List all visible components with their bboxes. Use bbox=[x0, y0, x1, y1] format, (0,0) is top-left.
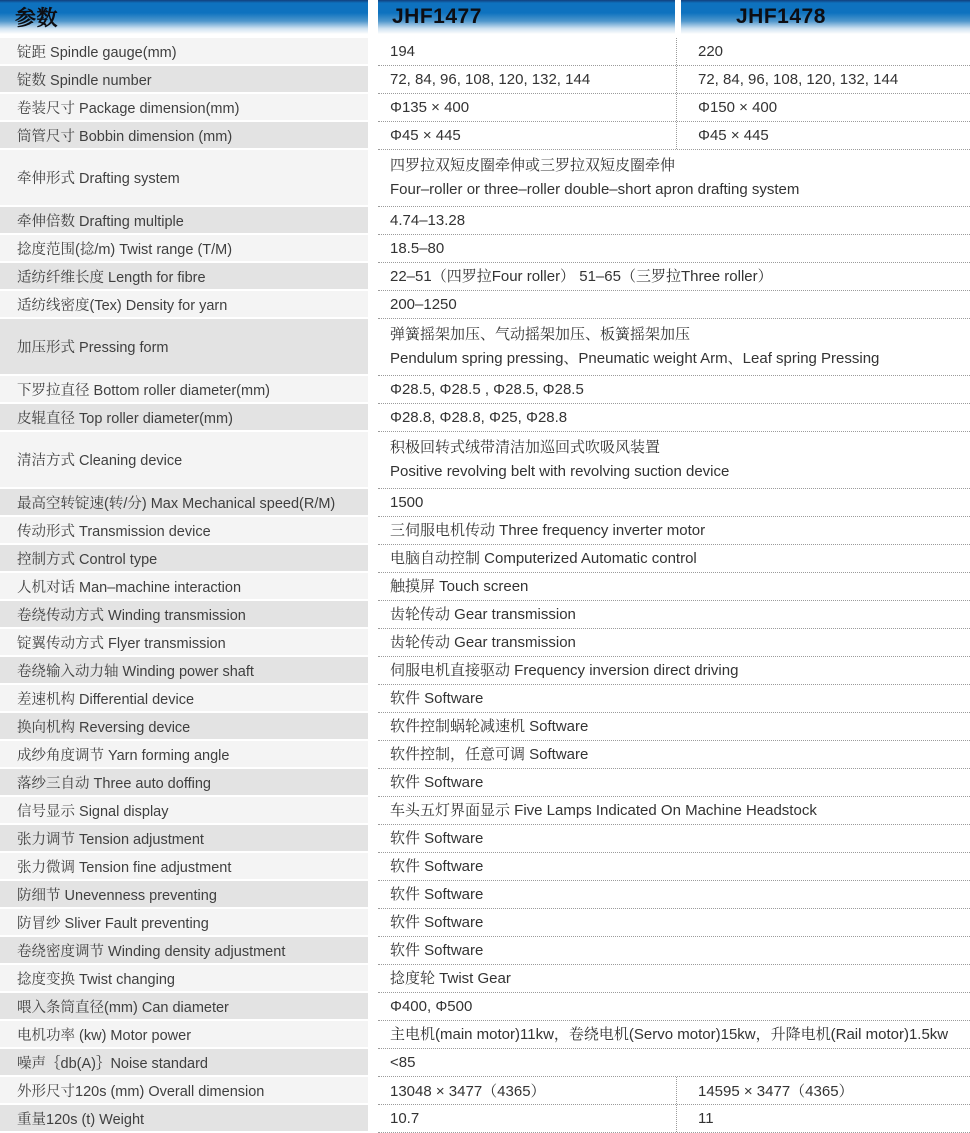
table-row bbox=[0, 881, 970, 909]
table-row bbox=[0, 629, 970, 657]
row-value-jhf1477: 10.7 bbox=[378, 1105, 677, 1132]
row-label: 重量120s (t) Weight bbox=[0, 1105, 368, 1133]
row-label: 外形尺寸120s (mm) Overall dimension bbox=[0, 1077, 368, 1105]
header-cell-parameters: 参数 bbox=[0, 0, 368, 34]
table-row bbox=[0, 825, 970, 853]
row-value-jhf1477: 13048 × 3477（4365） bbox=[378, 1077, 677, 1104]
row-value-shared bbox=[378, 376, 970, 403]
table-row bbox=[0, 38, 970, 66]
row-values bbox=[378, 797, 970, 825]
row-label: 卷绕输入动力轴 Winding power shaft bbox=[0, 657, 368, 685]
row-values bbox=[378, 853, 970, 881]
row-value-shared bbox=[378, 853, 970, 880]
table-row bbox=[0, 376, 970, 404]
row-values bbox=[378, 432, 970, 489]
value-line: 捻度轮 Twist Gear bbox=[390, 969, 511, 987]
row-values bbox=[378, 263, 970, 291]
row-label: 差速机构 Differential device bbox=[0, 685, 368, 713]
value-line: 200–1250 bbox=[390, 295, 457, 313]
row-values bbox=[378, 489, 970, 517]
row-label: 筒管尺寸 Bobbin dimension (mm) bbox=[0, 122, 368, 150]
table-row bbox=[0, 122, 970, 150]
table-row bbox=[0, 797, 970, 825]
row-value-shared bbox=[378, 150, 970, 206]
row-label: 卷绕密度调节 Winding density adjustment bbox=[0, 937, 368, 965]
value-line: 触摸屏 Touch screen bbox=[390, 577, 529, 595]
row-label: 锭翼传动方式 Flyer transmission bbox=[0, 629, 368, 657]
row-label: 捻度范围(捻/m) Twist range (T/M) bbox=[0, 235, 368, 263]
row-values bbox=[378, 376, 970, 404]
row-values bbox=[378, 94, 970, 122]
row-values bbox=[378, 629, 970, 657]
row-values bbox=[378, 517, 970, 545]
row-value-shared bbox=[378, 573, 970, 600]
row-values bbox=[378, 713, 970, 741]
table-row bbox=[0, 291, 970, 319]
row-value-jhf1477: Φ45 × 445 bbox=[378, 122, 677, 149]
value-line: 四罗拉双短皮圈牵伸或三罗拉双短皮圈牵伸 bbox=[390, 157, 676, 174]
table-row bbox=[0, 937, 970, 965]
table-row bbox=[0, 545, 970, 573]
row-label: 电机功率 (kw) Motor power bbox=[0, 1021, 368, 1049]
value-line: Pendulum spring pressing、Pneumatic weight Arm、Leaf spring Pressing bbox=[390, 350, 880, 367]
value-line: Four–roller or three–roller double–short apron drafting system bbox=[390, 181, 800, 198]
row-value-shared bbox=[378, 713, 970, 740]
row-values bbox=[378, 207, 970, 235]
row-value-jhf1478: Φ45 × 445 bbox=[698, 127, 769, 144]
table-header bbox=[0, 0, 970, 34]
table-row bbox=[0, 993, 970, 1021]
row-values bbox=[378, 685, 970, 713]
header-cell-jhf1477: JHF1477 bbox=[378, 0, 675, 34]
table-row bbox=[0, 909, 970, 937]
row-value-shared bbox=[378, 291, 970, 318]
value-line: 18.5–80 bbox=[390, 239, 445, 257]
row-label: 加压形式 Pressing form bbox=[0, 319, 368, 376]
row-value-shared bbox=[378, 657, 970, 684]
row-value-shared bbox=[378, 404, 970, 431]
row-label: 牵伸形式 Drafting system bbox=[0, 150, 368, 207]
spec-table-body bbox=[0, 38, 970, 1133]
table-row bbox=[0, 66, 970, 94]
row-value-shared bbox=[378, 965, 970, 992]
row-label: 卷绕传动方式 Winding transmission bbox=[0, 601, 368, 629]
row-value-jhf1477: Φ135 × 400 bbox=[378, 94, 677, 121]
row-value-shared bbox=[378, 545, 970, 572]
row-values bbox=[378, 881, 970, 909]
row-value-shared bbox=[378, 207, 970, 234]
table-row bbox=[0, 965, 970, 993]
row-label: 控制方式 Control type bbox=[0, 545, 368, 573]
value-line: 三伺服电机传动 Three frequency inverter motor bbox=[390, 521, 706, 539]
row-values bbox=[378, 38, 970, 66]
row-label: 传动形式 Transmission device bbox=[0, 517, 368, 545]
value-line: 软件 Software bbox=[390, 941, 484, 959]
row-values bbox=[378, 825, 970, 853]
table-row bbox=[0, 207, 970, 235]
row-values bbox=[378, 993, 970, 1021]
row-value-shared bbox=[378, 909, 970, 936]
table-row bbox=[0, 235, 970, 263]
table-row bbox=[0, 517, 970, 545]
row-label: 卷装尺寸 Package dimension(mm) bbox=[0, 94, 368, 122]
row-value-shared bbox=[378, 993, 970, 1020]
row-value-shared bbox=[378, 685, 970, 712]
table-row bbox=[0, 1021, 970, 1049]
row-value-shared bbox=[378, 1021, 970, 1048]
row-values bbox=[378, 965, 970, 993]
row-values bbox=[378, 741, 970, 769]
table-row bbox=[0, 685, 970, 713]
row-value-jhf1478: 14595 × 3477（4365） bbox=[698, 1083, 854, 1100]
row-values bbox=[378, 909, 970, 937]
row-value-jhf1478: 72, 84, 96, 108, 120, 132, 144 bbox=[698, 71, 899, 88]
value-line: 软件 Software bbox=[390, 689, 484, 707]
row-values bbox=[378, 573, 970, 601]
value-line: 1500 bbox=[390, 493, 424, 511]
value-line: 积极回转式绒带清洁加巡回式吹吸风装置 bbox=[390, 439, 661, 456]
row-values bbox=[378, 66, 970, 94]
row-value-shared bbox=[378, 489, 970, 516]
row-label: 噪声｛db(A)｝Noise standard bbox=[0, 1049, 368, 1077]
row-label: 捻度变换 Twist changing bbox=[0, 965, 368, 993]
value-line: 软件控制蜗轮减速机 Software bbox=[390, 717, 589, 735]
value-line: Positive revolving belt with revolving suction device bbox=[390, 463, 730, 480]
value-line: 齿轮传动 Gear transmission bbox=[390, 605, 576, 623]
table-row bbox=[0, 432, 970, 489]
table-row bbox=[0, 713, 970, 741]
row-values bbox=[378, 235, 970, 263]
value-line: 软件 Software bbox=[390, 773, 484, 791]
value-line: 软件 Software bbox=[390, 885, 484, 903]
row-values bbox=[378, 769, 970, 797]
row-values bbox=[378, 1021, 970, 1049]
row-value-shared bbox=[378, 741, 970, 768]
table-row bbox=[0, 94, 970, 122]
row-value-jhf1478: 11 bbox=[698, 1110, 714, 1127]
row-label: 落纱三自动 Three auto doffing bbox=[0, 769, 368, 797]
row-values bbox=[378, 1105, 970, 1133]
value-line: 软件控制，任意可调 Software bbox=[390, 745, 589, 763]
value-line: 弹簧摇架加压、气动摇架加压、板簧摇架加压 bbox=[390, 326, 691, 343]
value-line: Φ400, Φ500 bbox=[390, 997, 473, 1015]
row-value-shared bbox=[378, 769, 970, 796]
value-line: 车头五灯界面显示 Five Lamps Indicated On Machine Headstock bbox=[390, 801, 817, 819]
value-line: Φ28.8, Φ28.8, Φ25, Φ28.8 bbox=[390, 408, 568, 426]
row-values bbox=[378, 657, 970, 685]
row-values bbox=[378, 545, 970, 573]
row-value-shared bbox=[378, 263, 970, 290]
row-value-shared bbox=[378, 432, 970, 488]
row-value-jhf1478: Φ150 × 400 bbox=[698, 99, 778, 116]
row-values bbox=[378, 1049, 970, 1077]
row-label: 信号显示 Signal display bbox=[0, 797, 368, 825]
row-values bbox=[378, 1077, 970, 1105]
value-line: 22–51（四罗拉Four roller） 51–65（三罗拉Three roller） bbox=[390, 267, 773, 285]
table-row bbox=[0, 741, 970, 769]
row-value-shared bbox=[378, 797, 970, 824]
row-value-shared bbox=[378, 601, 970, 628]
row-value-shared bbox=[378, 235, 970, 262]
row-label: 清洁方式 Cleaning device bbox=[0, 432, 368, 489]
value-line: 电脑自动控制 Computerized Automatic control bbox=[390, 549, 697, 567]
value-line: 软件 Software bbox=[390, 913, 484, 931]
header-cell-jhf1478: JHF1478 bbox=[681, 0, 970, 34]
row-values bbox=[378, 937, 970, 965]
row-label: 张力调节 Tension adjustment bbox=[0, 825, 368, 853]
table-row bbox=[0, 573, 970, 601]
table-row bbox=[0, 1105, 970, 1133]
table-row bbox=[0, 489, 970, 517]
row-label: 成纱角度调节 Yarn forming angle bbox=[0, 741, 368, 769]
row-value-shared bbox=[378, 517, 970, 544]
row-value-shared bbox=[378, 319, 970, 375]
value-line: 4.74–13.28 bbox=[390, 211, 466, 229]
row-label: 人机对话 Man–machine interaction bbox=[0, 573, 368, 601]
row-values bbox=[378, 404, 970, 432]
row-value-shared bbox=[378, 937, 970, 964]
row-label: 喂入条筒直径(mm) Can diameter bbox=[0, 993, 368, 1021]
table-row bbox=[0, 150, 970, 207]
row-values bbox=[378, 150, 970, 207]
row-label: 下罗拉直径 Bottom roller diameter(mm) bbox=[0, 376, 368, 404]
value-line: 伺服电机直接驱动 Frequency inversion direct driving bbox=[390, 661, 739, 679]
row-label: 换向机构 Reversing device bbox=[0, 713, 368, 741]
row-values bbox=[378, 122, 970, 150]
row-value-shared bbox=[378, 825, 970, 852]
row-value-shared bbox=[378, 1049, 970, 1076]
table-row bbox=[0, 769, 970, 797]
row-values bbox=[378, 319, 970, 376]
row-values bbox=[378, 601, 970, 629]
row-value-shared bbox=[378, 881, 970, 908]
row-value-shared bbox=[378, 629, 970, 656]
row-label: 防冒纱 Sliver Fault preventing bbox=[0, 909, 368, 937]
row-value-jhf1477: 72, 84, 96, 108, 120, 132, 144 bbox=[378, 66, 677, 93]
value-line: 软件 Software bbox=[390, 829, 484, 847]
row-label: 锭数 Spindle number bbox=[0, 66, 368, 94]
table-row bbox=[0, 853, 970, 881]
row-values bbox=[378, 291, 970, 319]
row-label: 防细节 Unevenness preventing bbox=[0, 881, 368, 909]
value-line: Φ28.5, Φ28.5 , Φ28.5, Φ28.5 bbox=[390, 380, 584, 398]
row-label: 最高空转锭速(转/分) Max Mechanical speed(R/M) bbox=[0, 489, 368, 517]
table-row bbox=[0, 263, 970, 291]
row-label: 适纺线密度(Tex) Density for yarn bbox=[0, 291, 368, 319]
value-line: 主电机(main motor)11kw，卷绕电机(Servo motor)15kw，升降电机(Rail motor)1.5kw bbox=[390, 1025, 949, 1043]
table-row bbox=[0, 319, 970, 376]
row-value-jhf1477: 194 bbox=[378, 38, 677, 65]
table-row bbox=[0, 1077, 970, 1105]
row-label: 适纺纤维长度 Length for fibre bbox=[0, 263, 368, 291]
row-label: 牵伸倍数 Drafting multiple bbox=[0, 207, 368, 235]
table-row bbox=[0, 404, 970, 432]
table-row bbox=[0, 1049, 970, 1077]
value-line: 软件 Software bbox=[390, 857, 484, 875]
row-label: 锭距 Spindle gauge(mm) bbox=[0, 38, 368, 66]
table-row bbox=[0, 601, 970, 629]
value-line: 齿轮传动 Gear transmission bbox=[390, 633, 576, 651]
row-value-jhf1478: 220 bbox=[698, 43, 724, 60]
row-label: 张力微调 Tension fine adjustment bbox=[0, 853, 368, 881]
table-row bbox=[0, 657, 970, 685]
value-line: <85 bbox=[390, 1053, 416, 1071]
row-label: 皮辊直径 Top roller diameter(mm) bbox=[0, 404, 368, 432]
